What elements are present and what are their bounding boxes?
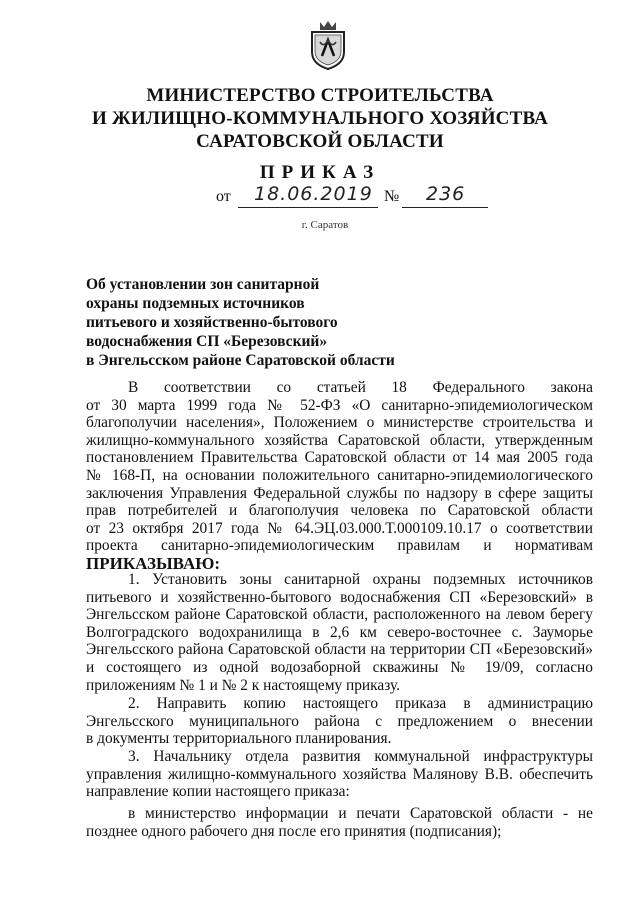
order-item-2 (86, 695, 593, 748)
body-line: питьевого и хозяйственно-бытового водоснабжения СП «Березовский» в (86, 588, 593, 606)
body-line: управления жилищно-коммунального хозяйства Малянову В.В. обеспечить (86, 765, 593, 783)
body-line: в министерство информации и печати Саратовской области - не (128, 805, 593, 822)
ministry-name-line-1: МИНИСТЕРСТВО СТРОИТЕЛЬСТВА (146, 85, 494, 106)
body-line: прав потребителей и благополучия человека по Саратовской области (86, 502, 593, 520)
number-value-handwritten: 236 (426, 183, 466, 205)
heading-line: охраны подземных источников (86, 295, 305, 312)
heading-line: водоснабжения СП «Березовский» (86, 333, 328, 350)
number-underline (402, 207, 488, 208)
heading-line: в Энгельсском районе Саратовской области (86, 352, 395, 369)
body-line: 2. Направить копию настоящего приказа в администрацию (128, 695, 593, 712)
date-underline (238, 207, 378, 208)
body-line: благополучии населения», Положением о министерстве строительства и (86, 414, 593, 432)
city-label: г. Саратов (301, 219, 349, 231)
body-line: приложениям № 1 и № 2 к настоящему приказу. (86, 676, 400, 694)
body-line: от 30 марта 1999 года № 52-ФЗ «О санитарно-эпидемиологическом (86, 396, 593, 414)
body-line: Энгельсского района Саратовской области на территории СП «Березовский» (86, 641, 593, 659)
heading-line: питьевого и хозяйственно-бытового (86, 314, 338, 331)
document-type-title: ПРИКАЗ (259, 162, 381, 183)
body-line: позднее одного рабочего дня после его принятия (подписания); (86, 822, 502, 840)
ministry-name-line-3: САРАТОВСКОЙ ОБЛАСТИ (196, 131, 444, 152)
order-item-3 (86, 748, 593, 801)
coat-of-arms-emblem (306, 18, 350, 70)
order-subject-heading (86, 275, 395, 370)
date-label: от (216, 188, 231, 205)
body-line: жилищно-коммунального хозяйства Саратовской области, утвержденным (86, 431, 593, 449)
date-value-handwritten: 18.06.2019 (254, 183, 373, 205)
body-line: постановлением Правительства Саратовской области от 14 мая 2005 года (86, 449, 593, 467)
order-item-1 (86, 571, 593, 694)
order-word: ПРИКАЗЫВАЮ: (86, 553, 221, 573)
heading-line: Об установлении зон санитарной (86, 276, 320, 293)
body-line: Энгельсского муниципального района с предложением о внесении (86, 712, 593, 730)
body-line: 1. Установить зоны санитарной охраны подземных источников (128, 571, 593, 588)
body-line: заключения Управления Федеральной службы по надзору в сфере защиты (86, 484, 593, 502)
ministry-name-line-2: И ЖИЛИЩНО-КОММУНАЛЬНОГО ХОЗЯЙСТВА (91, 108, 549, 129)
body-line: и состоящего из одной водозаборной скважины № 19/09, согласно (86, 658, 593, 676)
body-line: в документы территориального планирования. (86, 730, 392, 748)
body-line: В соответствии со статьей 18 Федерального закона (128, 379, 593, 396)
body-line: проекта санитарно-эпидемиологическим правилам и нормативам (86, 537, 593, 555)
body-line: Энгельсском районе Саратовской области, расположенного на левом берегу (86, 606, 593, 624)
body-line: 3. Начальнику отдела развития коммунальной инфраструктуры (128, 748, 593, 765)
preamble-paragraph (86, 379, 593, 573)
body-line: № 168-П, на основании положительного санитарно-эпидемиологического (86, 466, 593, 484)
order-item-3a (86, 805, 593, 840)
body-line: от 23 октября 2017 года № 64.ЭЦ.03.000.Т.000109.10.17 о соответствии (86, 519, 593, 537)
body-line: Волгоградского водохранилища в 2,6 км северо-восточнее с. Зауморье (86, 623, 593, 641)
number-label: № (384, 188, 400, 205)
body-line: направление копии настоящего приказа: (86, 783, 350, 801)
